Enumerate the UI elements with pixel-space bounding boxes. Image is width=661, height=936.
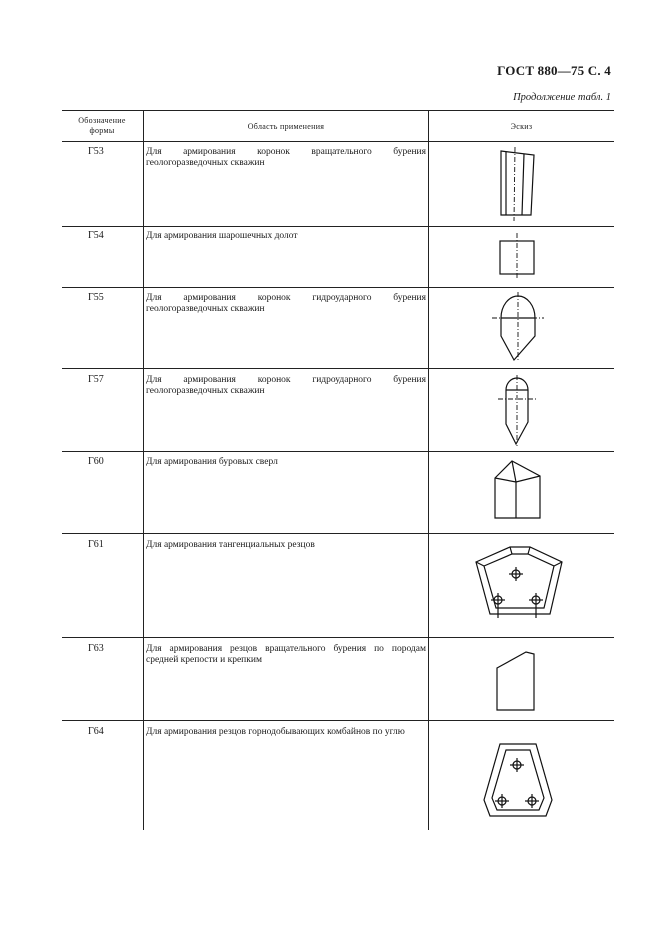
table-header-rule — [62, 141, 614, 142]
column-header-area: Область применения — [247, 122, 325, 131]
trapezoid-plate-sketch — [470, 540, 570, 626]
row-description: Для армирования резцов горнодобывающих комбайнов по углю — [146, 727, 405, 737]
row-description: Для армирования буровых сверл — [146, 457, 278, 467]
row-code: Г53 — [88, 146, 104, 157]
row-description: Для армирования коронок гидроударного бурения геологоразведочных скважин — [146, 293, 426, 314]
column-header-code — [62, 116, 142, 136]
row-code: Г64 — [88, 726, 104, 737]
page-header: ГОСТ 880—75 С. 4 — [497, 63, 611, 78]
table-top-rule — [62, 110, 614, 111]
row-code: Г55 — [88, 292, 104, 303]
triangle-plate-sketch — [478, 738, 558, 824]
table-continuation-label: Продолжение табл. 1 — [513, 92, 611, 103]
row-divider — [62, 226, 614, 227]
column-divider-2 — [428, 110, 429, 830]
narrow-rounded-wedge-sketch — [492, 372, 542, 450]
row-description: Для армирования шарошечных долот — [146, 231, 298, 241]
column-header-code-line1: Обозначение — [78, 116, 126, 125]
row-description: Для армирования тангенциальных резцов — [146, 540, 315, 550]
row-divider — [62, 451, 614, 452]
column-divider-1 — [143, 110, 144, 830]
row-code: Г61 — [88, 539, 104, 550]
row-code: Г63 — [88, 643, 104, 654]
row-description: Для армирования коронок вращательного бурения геологоразведочных скважин — [146, 147, 426, 168]
row-code: Г54 — [88, 230, 104, 241]
column-header-sketch: Эскиз — [510, 122, 533, 131]
row-code: Г57 — [88, 374, 104, 385]
row-code: Г60 — [88, 456, 104, 467]
row-divider — [62, 287, 614, 288]
pointed-prism-sketch — [488, 456, 548, 528]
square-sketch — [490, 230, 550, 282]
column-header-code-line2: формы — [89, 126, 115, 135]
row-divider — [62, 720, 614, 721]
slanted-block-sketch — [490, 642, 550, 714]
tapered-prism-sketch — [490, 145, 550, 225]
row-divider — [62, 368, 614, 369]
rounded-wedge-sketch — [488, 290, 548, 366]
row-divider — [62, 533, 614, 534]
row-divider — [62, 637, 614, 638]
row-description: Для армирования коронок гидроударного бурения геологоразведочных скважин — [146, 375, 426, 396]
row-description: Для армирования резцов вращательного бурения по породам средней крепости и крепким — [146, 644, 426, 665]
